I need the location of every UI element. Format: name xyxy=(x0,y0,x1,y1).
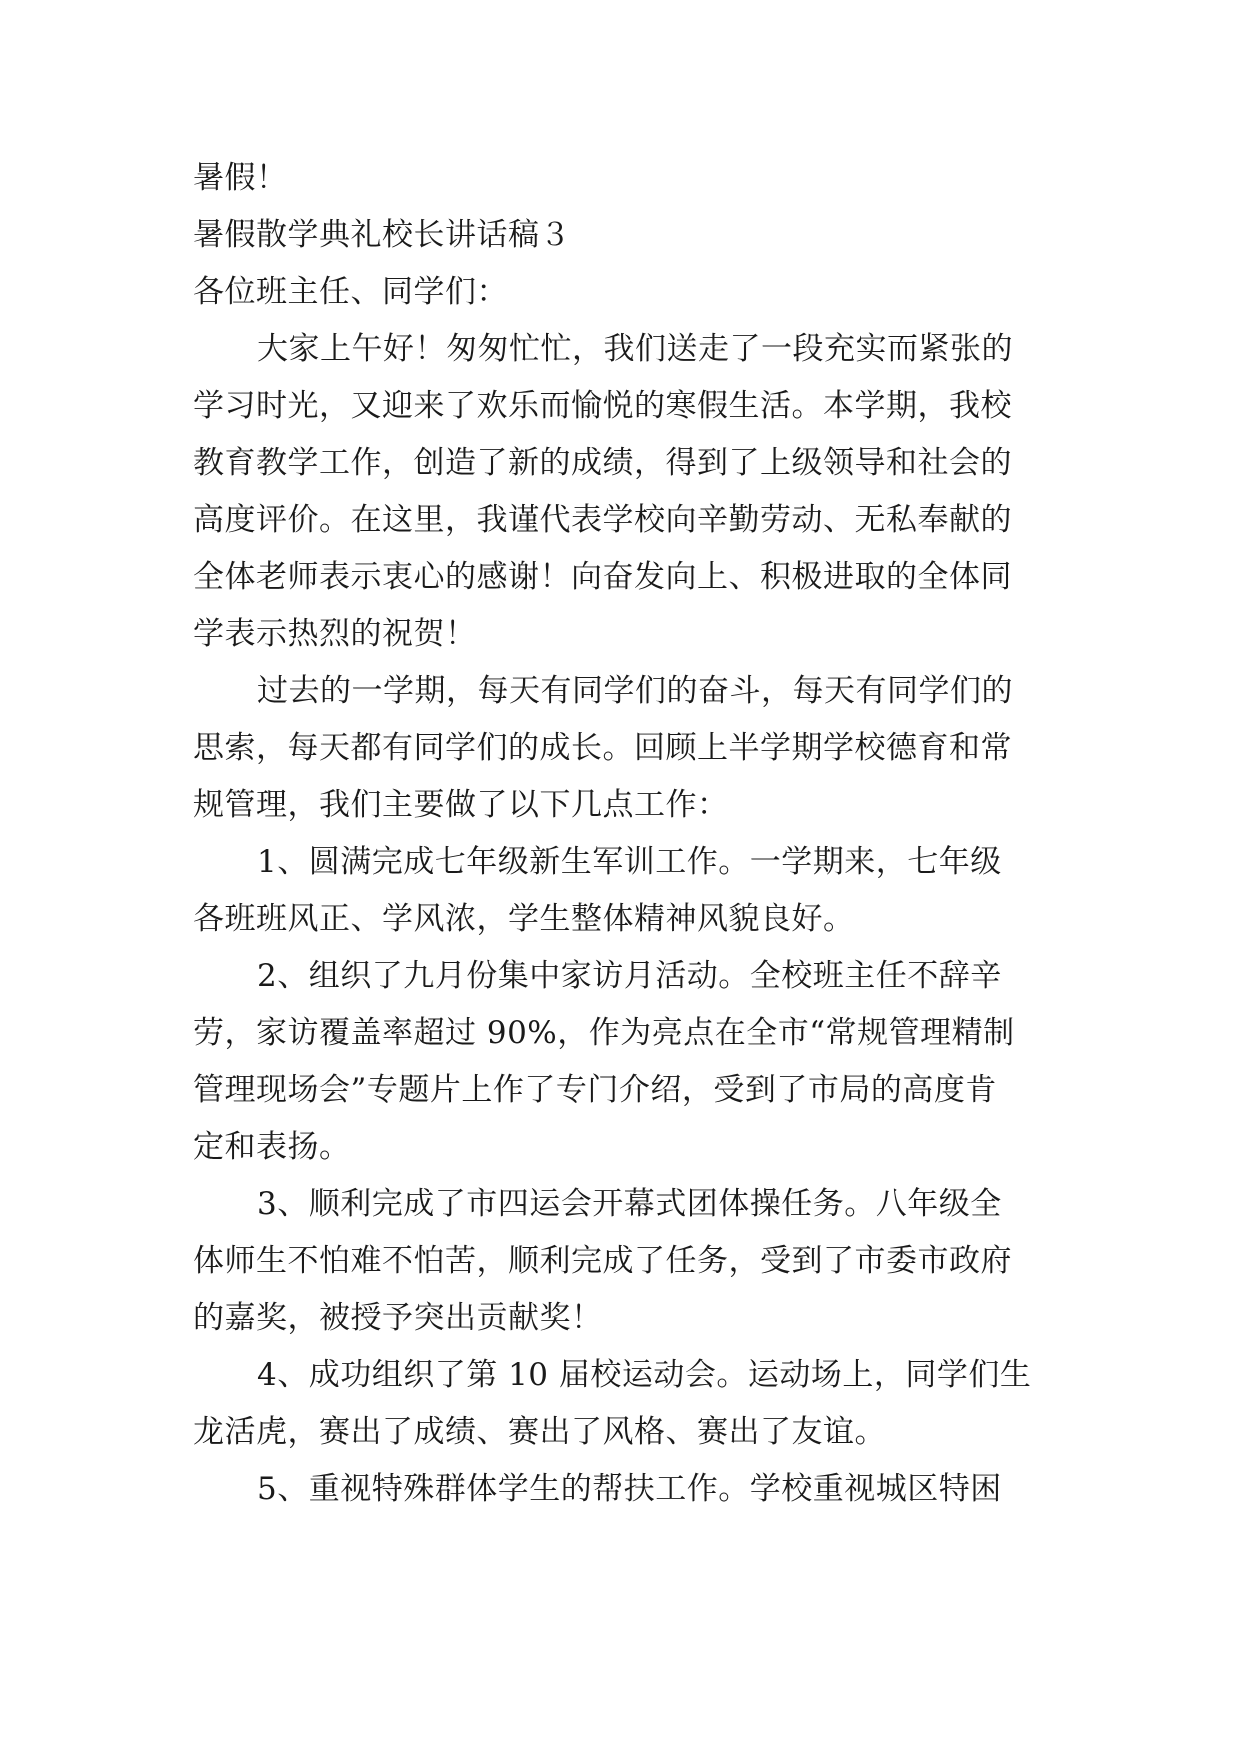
paragraph-line: 4、成功组织了第 10 届校运动会。运动场上，同学们生 xyxy=(257,1357,1032,1393)
paragraph-line: 高度评价。在这里，我谨代表学校向辛勤劳动、无私奉献的 xyxy=(193,502,1012,538)
paragraph-line: 体师生不怕难不怕苦，顺利完成了任务，受到了市委市政府 xyxy=(193,1243,1012,1279)
paragraph-line: 定和表扬。 xyxy=(193,1129,351,1165)
paragraph-line: 过去的一学期，每天有同学们的奋斗，每天有同学们的 xyxy=(257,673,1013,709)
paragraph-greeting xyxy=(193,321,1058,663)
paragraph-line: 1、圆满完成七年级新生军训工作。一学期来，七年级 xyxy=(257,844,1002,880)
paragraph-item-5 xyxy=(193,1461,1058,1518)
paragraph-line: 3、顺利完成了市四运会开幕式团体操任务。八年级全 xyxy=(257,1186,1002,1222)
document-body xyxy=(193,150,1058,1518)
salutation: 各位班主任、同学们： xyxy=(193,274,508,310)
paragraph-item-4 xyxy=(193,1347,1058,1461)
paragraph-line: 全体老师表示衷心的感谢！向奋发向上、积极进取的全体同 xyxy=(193,559,1012,595)
paragraph-line: 各班班风正、学风浓，学生整体精神风貌良好。 xyxy=(193,901,855,937)
paragraph-line: 学习时光，又迎来了欢乐而愉悦的寒假生活。本学期，我校 xyxy=(193,388,1012,424)
paragraph-line: 劳，家访覆盖率超过 90%，作为亮点在全市“常规管理精制 xyxy=(193,1015,1015,1051)
paragraph-item-1 xyxy=(193,834,1058,948)
lead-line: 暑假！ xyxy=(193,160,288,196)
paragraph-review xyxy=(193,663,1058,834)
paragraph-line: 思索，每天都有同学们的成长。回顾上半学期学校德育和常 xyxy=(193,730,1012,766)
paragraph-line: 规管理，我们主要做了以下几点工作： xyxy=(193,787,729,823)
paragraph-item-2 xyxy=(193,948,1058,1176)
document-title: 暑假散学典礼校长讲话稿３ xyxy=(193,217,571,253)
paragraph-line: 教育教学工作，创造了新的成绩，得到了上级领导和社会的 xyxy=(193,445,1012,481)
paragraph-line: 大家上午好！匆匆忙忙，我们送走了一段充实而紧张的 xyxy=(257,331,1013,367)
paragraph-line: 龙活虎，赛出了成绩、赛出了风格、赛出了友谊。 xyxy=(193,1414,886,1450)
paragraph-line: 5、重视特殊群体学生的帮扶工作。学校重视城区特困 xyxy=(257,1471,1002,1507)
paragraph-item-3 xyxy=(193,1176,1058,1347)
paragraph-line: 的嘉奖，被授予突出贡献奖！ xyxy=(193,1300,603,1336)
paragraph-line: 管理现场会”专题片上作了专门介绍，受到了市局的高度肯 xyxy=(193,1072,997,1108)
paragraph-line: 2、组织了九月份集中家访月活动。全校班主任不辞辛 xyxy=(257,958,1002,994)
paragraph-line: 学表示热烈的祝贺！ xyxy=(193,616,477,652)
